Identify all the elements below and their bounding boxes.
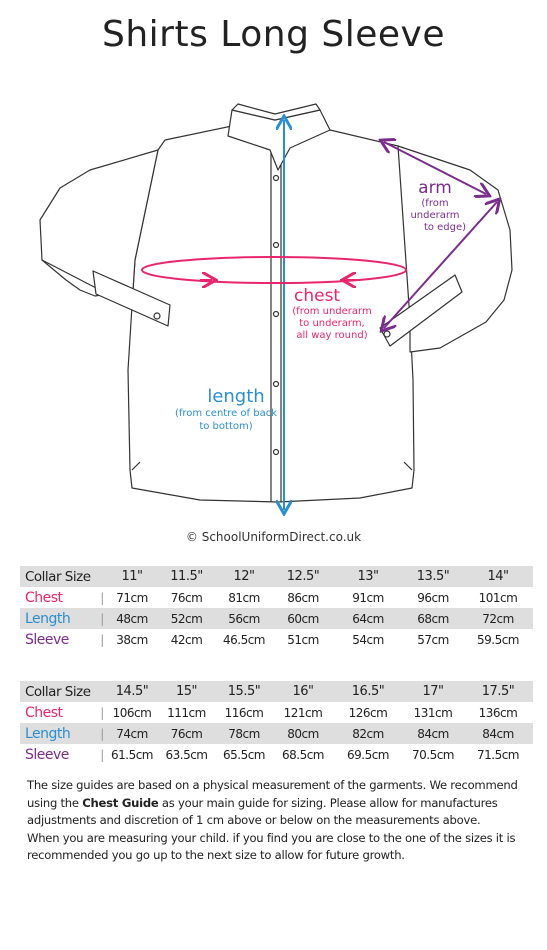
length-row: Length | 48cm 52cm 56cm 60cm 64cm 68cm 72cm — [20, 608, 533, 629]
collar-row — [20, 566, 533, 587]
cell: 15" — [158, 681, 215, 702]
size-notes — [27, 777, 530, 865]
chest-row-label: Chest — [25, 704, 63, 721]
cell: 16.5" — [333, 681, 403, 702]
chest-sub1: (from underarm — [292, 306, 372, 317]
cell: 69.5cm — [346, 747, 389, 762]
cell: 80cm — [273, 723, 333, 744]
cell: 72cm — [463, 608, 533, 629]
cell: 71.5cm — [476, 747, 519, 762]
cell: 70.5cm — [411, 747, 454, 762]
copyright: © SchoolUniformDirect.co.uk — [185, 530, 362, 544]
chest-guide-emphasis: Chest Guide — [82, 795, 159, 810]
cell: 17" — [403, 681, 463, 702]
shirt-diagram — [0, 90, 547, 530]
cell: 14" — [463, 566, 533, 587]
cell: 64cm — [333, 608, 403, 629]
cell: 42cm — [170, 632, 203, 647]
note-paragraph-2: When you are measuring your child. if you find you are close to the one of the sizes it is recommended you go up to the next size to allow for future growth. — [27, 830, 516, 862]
sleeve-row: Sleeve | 61.5cm 63.5cm 65.5cm 68.5cm 69.5cm 70.5cm 71.5cm — [20, 744, 533, 765]
cell: 60cm — [273, 608, 333, 629]
cell: 14.5" — [106, 681, 158, 702]
cell: 68.5cm — [281, 747, 324, 762]
cell: 91cm — [352, 590, 384, 605]
note-text-b: as your main guide for sizing. Please allow for manufactures adjustments and discretion of 1 cm above or below on the measurements above. — [27, 795, 498, 827]
cell: 116cm — [224, 705, 264, 720]
collar-row — [20, 681, 533, 702]
chest-sub2: to underarm, — [299, 318, 365, 329]
cell: 71cm — [116, 590, 148, 605]
cell: 81cm — [228, 590, 260, 605]
chest-row: Chest | 106cm 111cm 116cm 121cm 126cm 131cm 136cm — [20, 702, 533, 723]
cell: 15.5" — [215, 681, 273, 702]
cell: 61.5cm — [110, 747, 153, 762]
arm-label — [396, 178, 474, 234]
cell: 76cm — [170, 590, 203, 605]
note-paragraph-1 — [27, 777, 530, 830]
cell: 59.5cm — [476, 632, 519, 647]
length-sub1: (from centre of back — [174, 408, 278, 419]
chest-title: chest — [294, 286, 341, 306]
sleeve-row-label: Sleeve — [25, 746, 69, 763]
cell: 131cm — [413, 705, 453, 720]
chest-label — [292, 286, 372, 342]
cell: 13.5" — [403, 566, 463, 587]
cell: 65.5cm — [222, 747, 265, 762]
arm-sub1: (from underarm — [410, 198, 460, 221]
size-table-1 — [20, 566, 533, 650]
length-label — [170, 386, 282, 433]
length-sub2: to bottom) — [199, 421, 253, 432]
cell: 38cm — [116, 632, 148, 647]
cell: 101cm — [478, 590, 518, 605]
cell: 86cm — [287, 590, 319, 605]
arm-sub2: to edge) — [423, 222, 467, 233]
cell: 82cm — [333, 723, 403, 744]
cell: 11" — [106, 566, 158, 587]
cell: 126cm — [348, 705, 388, 720]
cell: 136cm — [478, 705, 518, 720]
cell: 57cm — [417, 632, 449, 647]
sleeve-row: Sleeve | 38cm 42cm 46.5cm 51cm 54cm 57cm 59.5cm — [20, 629, 533, 650]
chest-row-label: Chest — [25, 589, 63, 606]
cell: 63.5cm — [165, 747, 208, 762]
cell: 16" — [273, 681, 333, 702]
length-row: Length | 74cm 76cm 78cm 80cm 82cm 84cm 84cm — [20, 723, 533, 744]
cell: 111cm — [167, 705, 206, 720]
shirt-illustration — [0, 90, 547, 530]
chest-row: Chest | 71cm 76cm 81cm 86cm 91cm 96cm 101cm — [20, 587, 533, 608]
cell: 13" — [333, 566, 403, 587]
cell: 12" — [215, 566, 273, 587]
length-row-label: Length — [20, 723, 98, 744]
cell: 48cm — [106, 608, 158, 629]
cell: 52cm — [158, 608, 215, 629]
cell: 96cm — [417, 590, 449, 605]
cell: 84cm — [403, 723, 463, 744]
page-title: Shirts Long Sleeve — [102, 14, 445, 55]
cell: 56cm — [215, 608, 273, 629]
cell: 76cm — [158, 723, 215, 744]
shirt-outline — [40, 104, 512, 502]
length-row-label: Length — [20, 608, 98, 629]
collar-label: Collar Size — [20, 681, 98, 702]
cell: 11.5" — [158, 566, 215, 587]
cell: 68cm — [403, 608, 463, 629]
cell: 46.5cm — [222, 632, 265, 647]
length-title: length — [207, 386, 265, 407]
cell: 54cm — [352, 632, 384, 647]
cell: 17.5" — [463, 681, 533, 702]
cell: 121cm — [283, 705, 323, 720]
arm-title: arm — [418, 178, 452, 198]
cell: 78cm — [215, 723, 273, 744]
size-table-2 — [20, 681, 533, 765]
collar-label: Collar Size — [20, 566, 98, 587]
cell: 12.5" — [273, 566, 333, 587]
sleeve-row-label: Sleeve — [25, 631, 69, 648]
cell: 51cm — [287, 632, 319, 647]
chest-sub3: all way round) — [296, 330, 368, 341]
cell: 74cm — [106, 723, 158, 744]
cell: 106cm — [112, 705, 152, 720]
cell: 84cm — [463, 723, 533, 744]
note-text-a: The size guides are based on a physical measurement of the garments. We recommend using the — [27, 778, 518, 810]
